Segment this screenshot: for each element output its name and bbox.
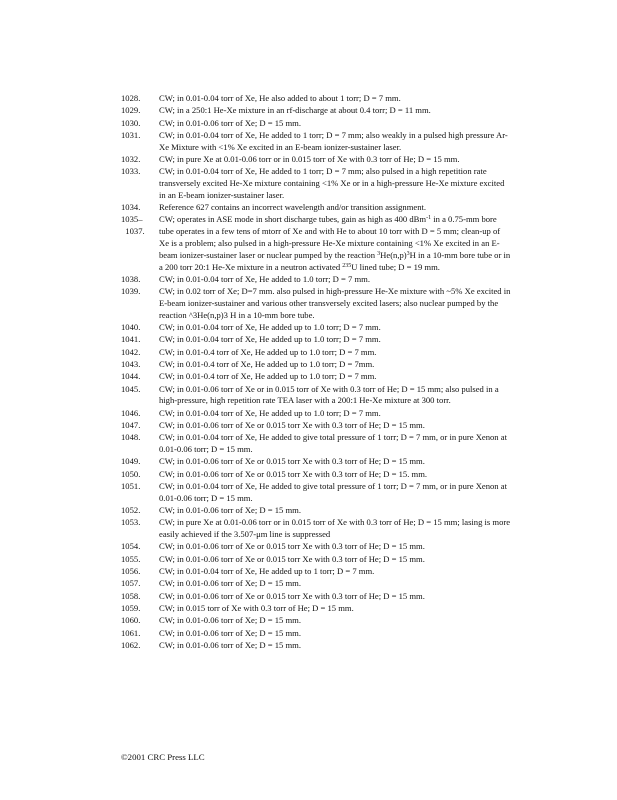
note-text: CW; in 0.01-0.4 torr of Xe, He added up to 1.0 torr; D = 7 mm. bbox=[159, 346, 377, 357]
note-number: 1062. bbox=[121, 639, 141, 650]
note-text: Reference 627 contains an incorrect wavelength and/or transition assignment. bbox=[159, 202, 427, 213]
note-text: CW; in 0.01-0.04 torr of Xe, He added to 1.0 torr; D = 7 mm. bbox=[159, 273, 370, 284]
note-text: CW; in 0.01-0.04 torr of Xe, He also added to about 1 torr; D = 7 mm. bbox=[159, 93, 401, 103]
note-number: 1029. bbox=[121, 105, 141, 116]
note-item bbox=[121, 420, 511, 432]
note-item bbox=[121, 322, 511, 334]
note-text: CW; in 0.01-0.06 torr of Xe; D = 15 mm. bbox=[159, 505, 302, 516]
note-number: 1057. bbox=[121, 578, 141, 589]
note-text: CW; in 0.01-0.06 torr of Xe; D = 15 mm. bbox=[159, 627, 302, 638]
note-number: 1044. bbox=[121, 371, 141, 382]
note-number: 1059. bbox=[121, 602, 141, 613]
note-text: CW; operates in ASE mode in short discharge tubes, gain as high as 400 dBm$^{-1}$ in a 0.75-mm bore tube operates in a few tens of mtorr of Xe and with He to about 10 torr with D = 5 mm; clean-up of Xe is a problem; also pulsed in a high-pressure He-Xe mixture containing <1% Xe excited in an E-beam ionizer-sustainer laser or nuclear pumped by the reaction $^3He(n,p)^3H$ in a 10-mm bore tube or in a 200 torr 20:1 He-Xe mixture in a neutron activated $^{235}$U lined tube; D = 19 mm. bbox=[159, 214, 511, 272]
note-number: 1038. bbox=[121, 273, 141, 284]
note-item bbox=[121, 118, 511, 130]
note-number: 1030. bbox=[121, 117, 141, 128]
note-text: CW; in a 250:1 He-Xe mixture in an rf-discharge at about 0.4 torr; D = 11 mm. bbox=[159, 105, 431, 116]
note-item bbox=[121, 566, 511, 578]
note-item bbox=[121, 481, 511, 505]
note-text: CW; in 0.01-0.06 torr of Xe; D = 15 mm. bbox=[159, 578, 302, 589]
note-number: 1060. bbox=[121, 615, 141, 626]
note-number: 1031. bbox=[121, 129, 141, 140]
note-number: 1033. bbox=[121, 166, 141, 177]
note-item bbox=[121, 628, 511, 640]
note-text: CW; in 0.01-0.04 torr of Xe, He added to 1 torr; D = 7 mm; also pulsed in a high repetition rate transversely excited He-Xe mixture containing <1% Xe or in a high-pressure He-Xe mixture excited in an E-beam ionizer-sustainer laser. bbox=[159, 166, 505, 200]
note-item bbox=[121, 408, 511, 420]
note-item bbox=[121, 214, 511, 273]
note-number: 1047. bbox=[121, 420, 141, 431]
note-text: CW; in 0.01-0.06 torr of Xe; D = 15 mm. bbox=[159, 117, 302, 128]
note-text: CW; in 0.015 torr of Xe with 0.3 torr of He; D = 15 mm. bbox=[159, 602, 354, 613]
note-text: CW; in 0.01-0.06 torr of Xe or in 0.015 torr of Xe with 0.3 torr of He; D = 15 mm; also pulsed in a high-pressure, high repetition rate TEA laser with a 200:1 He-Xe mixture at 300 torr. bbox=[159, 383, 499, 406]
note-item bbox=[121, 334, 511, 346]
note-item bbox=[121, 93, 511, 105]
note-item bbox=[121, 541, 511, 553]
note-item bbox=[121, 578, 511, 590]
note-text: CW; in 0.02 torr of Xe; D=7 mm. also pulsed in high-pressure He-Xe mixture with ~5% Xe excited in E-beam ionizer-sustainer and various other transversely excited lasers; also nuclear pumped by the reaction ^3He(n,p)3 H in a 10-mm bore tube. bbox=[159, 286, 511, 320]
note-item bbox=[121, 202, 511, 214]
note-item bbox=[121, 469, 511, 481]
note-number: 1055. bbox=[121, 553, 141, 564]
note-text: CW; in 0.01-0.06 torr of Xe or 0.015 torr Xe with 0.3 torr of He; D = 15 mm. bbox=[159, 590, 425, 601]
note-item bbox=[121, 640, 511, 652]
note-item bbox=[121, 154, 511, 166]
note-item bbox=[121, 105, 511, 117]
note-text: CW; in 0.01-0.04 torr of Xe, He added up to 1 torr; D = 7 mm. bbox=[159, 566, 375, 577]
note-text: CW; in 0.01-0.04 torr of Xe, He added up to 1.0 torr; D = 7 mm. bbox=[159, 322, 381, 333]
note-number: 1045. bbox=[121, 383, 141, 394]
note-number: 1054. bbox=[121, 541, 141, 552]
note-text: CW; in 0.01-0.06 torr of Xe or 0.015 torr Xe with 0.3 torr of He; D = 15. mm. bbox=[159, 468, 428, 479]
note-text: CW; in 0.01-0.06 torr of Xe or 0.015 torr Xe with 0.3 torr of He; D = 15 mm. bbox=[159, 456, 425, 467]
note-text: CW; in 0.01-0.4 torr of Xe, He added up to 1.0 torr; D = 7mm. bbox=[159, 359, 375, 370]
note-number: 1034. bbox=[121, 202, 141, 213]
note-number: 1051. bbox=[121, 481, 141, 491]
note-number: 1061. bbox=[121, 627, 141, 638]
note-text: CW; in 0.01-0.04 torr of Xe, He added up to 1.0 torr; D = 7 mm. bbox=[159, 334, 381, 345]
note-number: 1028. bbox=[121, 93, 141, 103]
note-text: CW; in 0.01-0.04 torr of Xe, He added to 1 torr; D = 7 mm; also weakly in a pulsed high pressure Ar-Xe Mixture with <1% Xe excited in an E-beam ionizer-sustainer laser. bbox=[159, 129, 508, 152]
copyright-footer: ©2001 CRC Press LLC bbox=[121, 752, 205, 762]
note-item bbox=[121, 286, 511, 321]
note-text: CW; in 0.01-0.04 torr of Xe, He added up to 1.0 torr; D = 7 mm. bbox=[159, 407, 381, 418]
note-item bbox=[121, 384, 511, 408]
note-item bbox=[121, 347, 511, 359]
note-number: 1049. bbox=[121, 456, 141, 467]
note-item bbox=[121, 603, 511, 615]
note-text: CW; in pure Xe at 0.01-0.06 torr or in 0.015 torr of Xe with 0.3 torr of He; D = 15 mm; lasing is more easily achieved if the 3.507-μm line is suppressed bbox=[159, 517, 511, 540]
note-item bbox=[121, 371, 511, 383]
note-number: 1052. bbox=[121, 505, 141, 516]
note-number: 1041. bbox=[121, 334, 141, 345]
note-item bbox=[121, 456, 511, 468]
note-number: 1042. bbox=[121, 346, 141, 357]
note-item bbox=[121, 359, 511, 371]
note-text: CW; in 0.01-0.06 torr of Xe; D = 15 mm. bbox=[159, 639, 302, 650]
note-text: CW; in 0.01-0.06 torr of Xe; D = 15 mm. bbox=[159, 615, 302, 626]
note-number: 1043. bbox=[121, 359, 141, 370]
note-number: 1039. bbox=[121, 286, 141, 297]
note-item bbox=[121, 505, 511, 517]
note-text: CW; in 0.01-0.06 torr of Xe or 0.015 torr Xe with 0.3 torr of He; D = 15 mm. bbox=[159, 553, 425, 564]
note-number: 1035– 1037. bbox=[121, 214, 145, 237]
note-number: 1048. bbox=[121, 432, 141, 443]
note-item bbox=[121, 130, 511, 154]
note-item bbox=[121, 274, 511, 286]
note-text: CW; in 0.01-0.04 torr of Xe, He added to give total pressure of 1 torr; D = 7 mm, or in pure Xenon at 0.01-0.06 torr; D = 15 mm. bbox=[159, 481, 507, 503]
note-text: CW; in 0.01-0.06 torr of Xe or 0.015 torr Xe with 0.3 torr of He; D = 15 mm. bbox=[159, 541, 425, 552]
notes-list bbox=[121, 93, 511, 652]
note-item bbox=[121, 166, 511, 201]
note-number: 1032. bbox=[121, 153, 141, 164]
note-number: 1056. bbox=[121, 566, 141, 577]
note-item bbox=[121, 615, 511, 627]
note-number: 1050. bbox=[121, 468, 141, 479]
note-number: 1040. bbox=[121, 322, 141, 333]
note-item bbox=[121, 591, 511, 603]
note-number: 1046. bbox=[121, 407, 141, 418]
note-item bbox=[121, 517, 511, 541]
note-number: 1058. bbox=[121, 590, 141, 601]
note-text: CW; in 0.01-0.04 torr of Xe, He added to give total pressure of 1 torr; D = 7 mm, or in pure Xenon at 0.01-0.06 torr; D = 15 mm. bbox=[159, 432, 507, 455]
note-number: 1053. bbox=[121, 517, 141, 528]
note-text: CW; in 0.01-0.4 torr of Xe, He added up to 1.0 torr; D = 7 mm. bbox=[159, 371, 377, 382]
note-item bbox=[121, 432, 511, 456]
note-item bbox=[121, 554, 511, 566]
note-text: CW; in pure Xe at 0.01-0.06 torr or in 0.015 torr of Xe with 0.3 torr of He; D = 15 mm. bbox=[159, 153, 460, 164]
note-text: CW; in 0.01-0.06 torr of Xe or 0.015 torr Xe with 0.3 torr of He; D = 15 mm. bbox=[159, 420, 425, 431]
